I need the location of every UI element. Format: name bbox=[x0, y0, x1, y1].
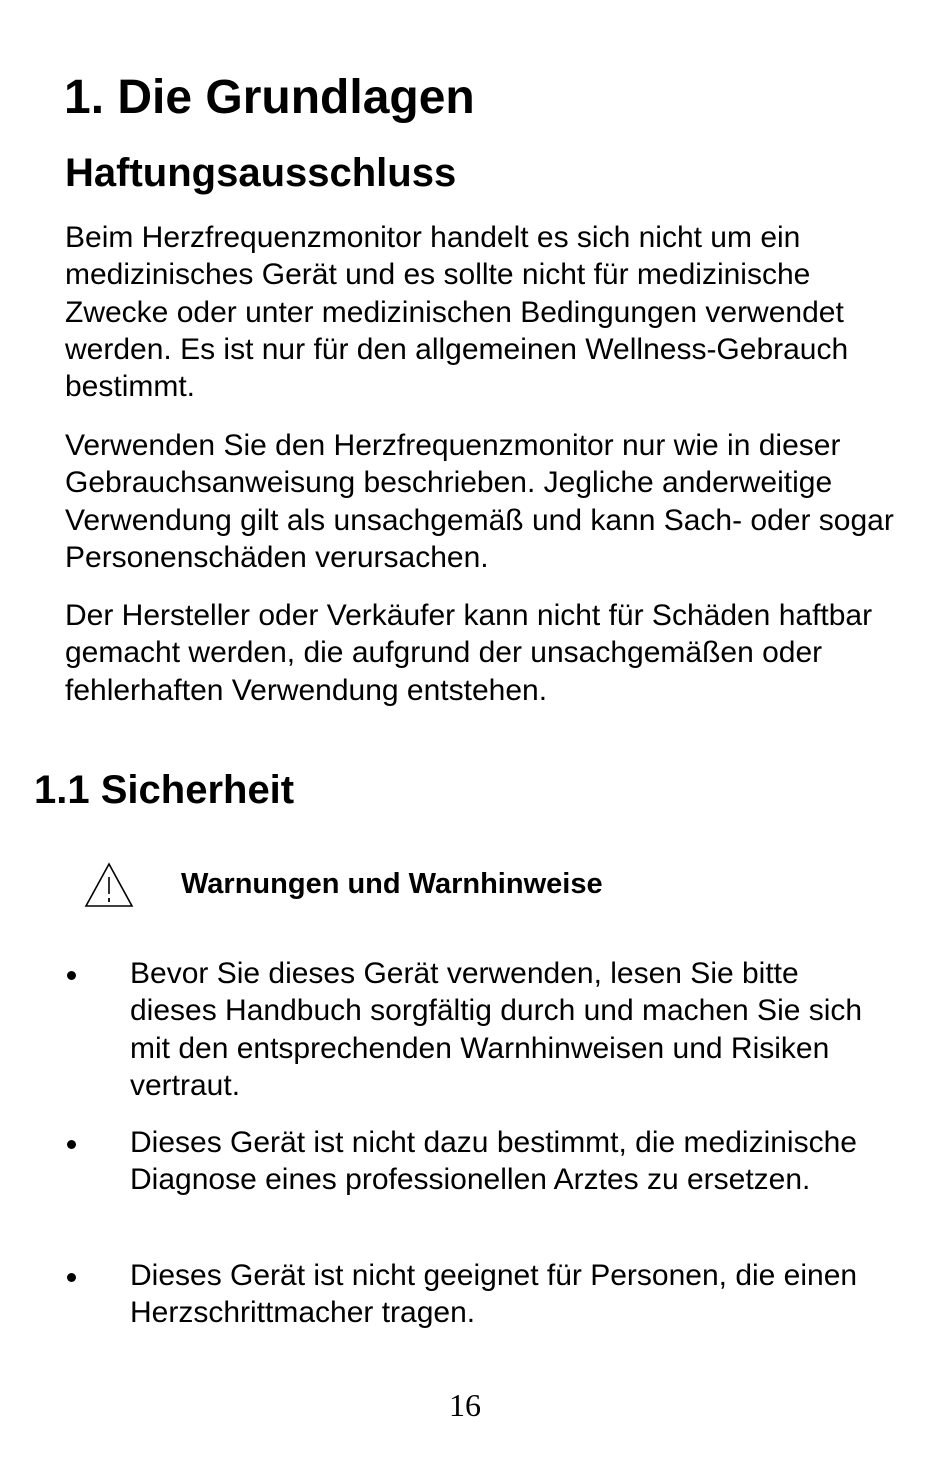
chapter-title: 1. Die Grundlagen bbox=[64, 71, 475, 124]
page-number: 16 bbox=[449, 1387, 481, 1423]
list-item-text: Dieses Gerät ist nicht dazu bestimmt, die medizinische Diagnose eines professionellen Arztes zu ersetzen. bbox=[130, 1126, 857, 1197]
disclaimer-heading: Haftungsausschluss bbox=[65, 151, 457, 195]
bullet-icon bbox=[67, 1140, 76, 1149]
bullet-icon bbox=[67, 1273, 76, 1282]
warning-heading: Warnungen und Warnhinweise bbox=[181, 868, 603, 900]
safety-heading: 1.1 Sicherheit bbox=[34, 768, 295, 812]
disclaimer-paragraph: Beim Herzfrequenzmonitor handelt es sich nicht um ein medizinisches Gerät und es sollte nicht für medizinische Zwecke oder unter medizinischen Bedingungen verwendet werden. Es ist nur für den allgemeinen Wellness-Gebrauch bestimmt. bbox=[65, 221, 849, 404]
list-item-text: Dieses Gerät ist nicht geeignet für Personen, die einen Herzschrittmacher tragen. bbox=[130, 1259, 858, 1330]
disclaimer-paragraph: Der Hersteller oder Verkäufer kann nicht für Schäden haftbar gemacht werden, die aufgrund der unsachgemäßen oder fehlerhaften Verwendung entstehen. bbox=[65, 599, 873, 707]
warning-triangle-icon bbox=[84, 862, 134, 908]
list-item-text: Bevor Sie dieses Gerät verwenden, lesen Sie bitte dieses Handbuch sorgfältig durch und machen Sie sich mit den entsprechenden Warnhinweisen und Risiken vertraut. bbox=[130, 957, 863, 1102]
bullet-icon bbox=[67, 971, 76, 980]
disclaimer-paragraph: Verwenden Sie den Herzfrequenzmonitor nur wie in dieser Gebrauchsanweisung beschrieben. Jegliche anderweitige Verwendung gilt als unsachgemäß und kann Sach- oder sogar Personenschäden verursachen. bbox=[65, 429, 894, 574]
